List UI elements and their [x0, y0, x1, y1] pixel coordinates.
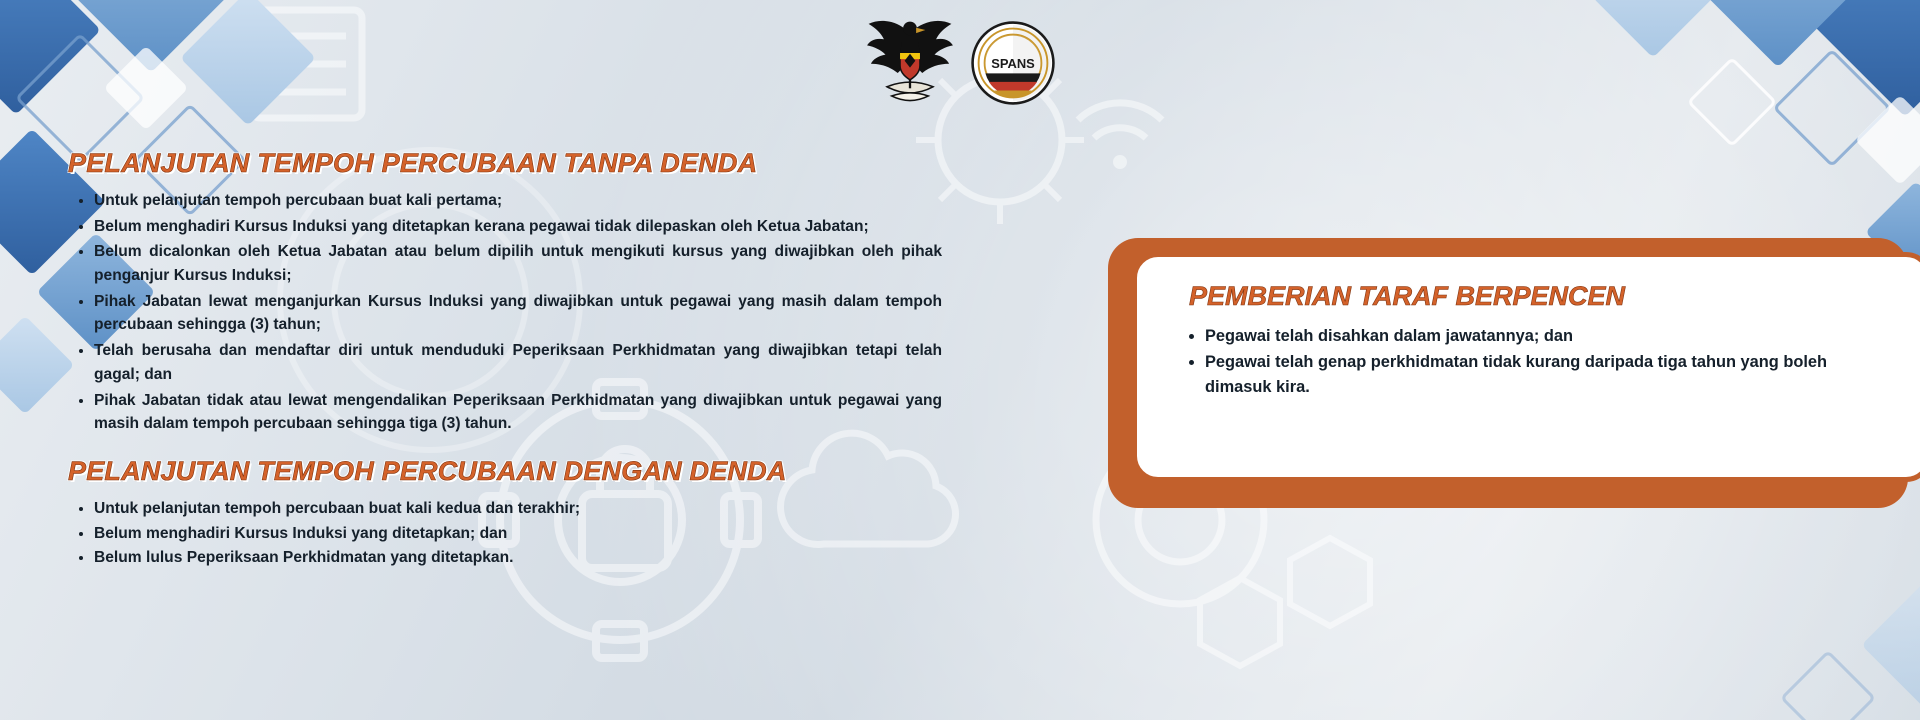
section-title-tanpa-denda: PELANJUTAN TEMPOH PERCUBAAN TANPA DENDA [68, 148, 758, 178]
list-item: • Belum menghadiri Kursus Induksi yang ditetapkan; dan [94, 522, 960, 546]
list-item: • Pihak Jabatan tidak atau lewat mengendalikan Peperiksaan Perkhidmatan yang diwajibkan untuk pegawai yang masih dalam tempoh percubaan sehingga tiga (3) tahun. [94, 389, 960, 436]
list-dengan-denda [60, 497, 960, 570]
list-item: • Untuk pelanjutan tempoh percubaan buat kali pertama; [94, 189, 960, 213]
decor-diamond [1780, 650, 1876, 720]
spans-wordmark: SPANS [991, 56, 1035, 72]
list-item: • Belum dicalonkan oleh Ketua Jabatan atau belum dipilih untuk mengikuti kursus yang diwajibkan oleh pihak penganjur Kursus Induksi; [94, 240, 960, 287]
logo-group [840, 8, 1080, 118]
left-content-column [60, 148, 960, 571]
list-item: • Pegawai telah genap perkhidmatan tidak kurang daripada tiga tahun yang boleh dimasuk kira. [1205, 350, 1893, 399]
list-tanpa-denda [60, 189, 960, 436]
card-pemberian-taraf-berpencen [1132, 252, 1920, 482]
list-pemberian-taraf [1171, 324, 1893, 399]
decor-diamond [1861, 581, 1920, 708]
list-item: • Belum lulus Peperiksaan Perkhidmatan yang ditetapkan. [94, 546, 960, 570]
decor-diamond [1592, 0, 1714, 58]
list-item: • Untuk pelanjutan tempoh percubaan buat kali kedua dan terakhir; [94, 497, 960, 521]
decor-diamond [1687, 57, 1778, 148]
list-item: • Pegawai telah disahkan dalam jawatannya; dan [1205, 324, 1893, 348]
section-title-dengan-denda: PELANJUTAN TEMPOH PERCUBAAN DENGAN DENDA [68, 455, 787, 486]
sarawak-coat-of-arms-icon [864, 11, 956, 115]
list-item: • Telah berusaha dan mendaftar diri untuk menduduki Peperiksaan Perkhidmatan yang diwajibkan tetapi telah gagal; dan [94, 339, 960, 386]
card-title: PEMBERIAN TARAF BERPENCEN [1189, 281, 1626, 311]
list-item: • Pihak Jabatan lewat menganjurkan Kursus Induksi yang diwajibkan untuk pegawai yang masih dalam tempoh percubaan sehingga (3) tahun; [94, 290, 960, 337]
list-item: • Belum menghadiri Kursus Induksi yang ditetapkan kerana pegawai tidak dilepaskan oleh Ketua Jabatan; [94, 215, 960, 239]
spacer [60, 438, 960, 456]
spans-logo-icon [970, 20, 1056, 106]
